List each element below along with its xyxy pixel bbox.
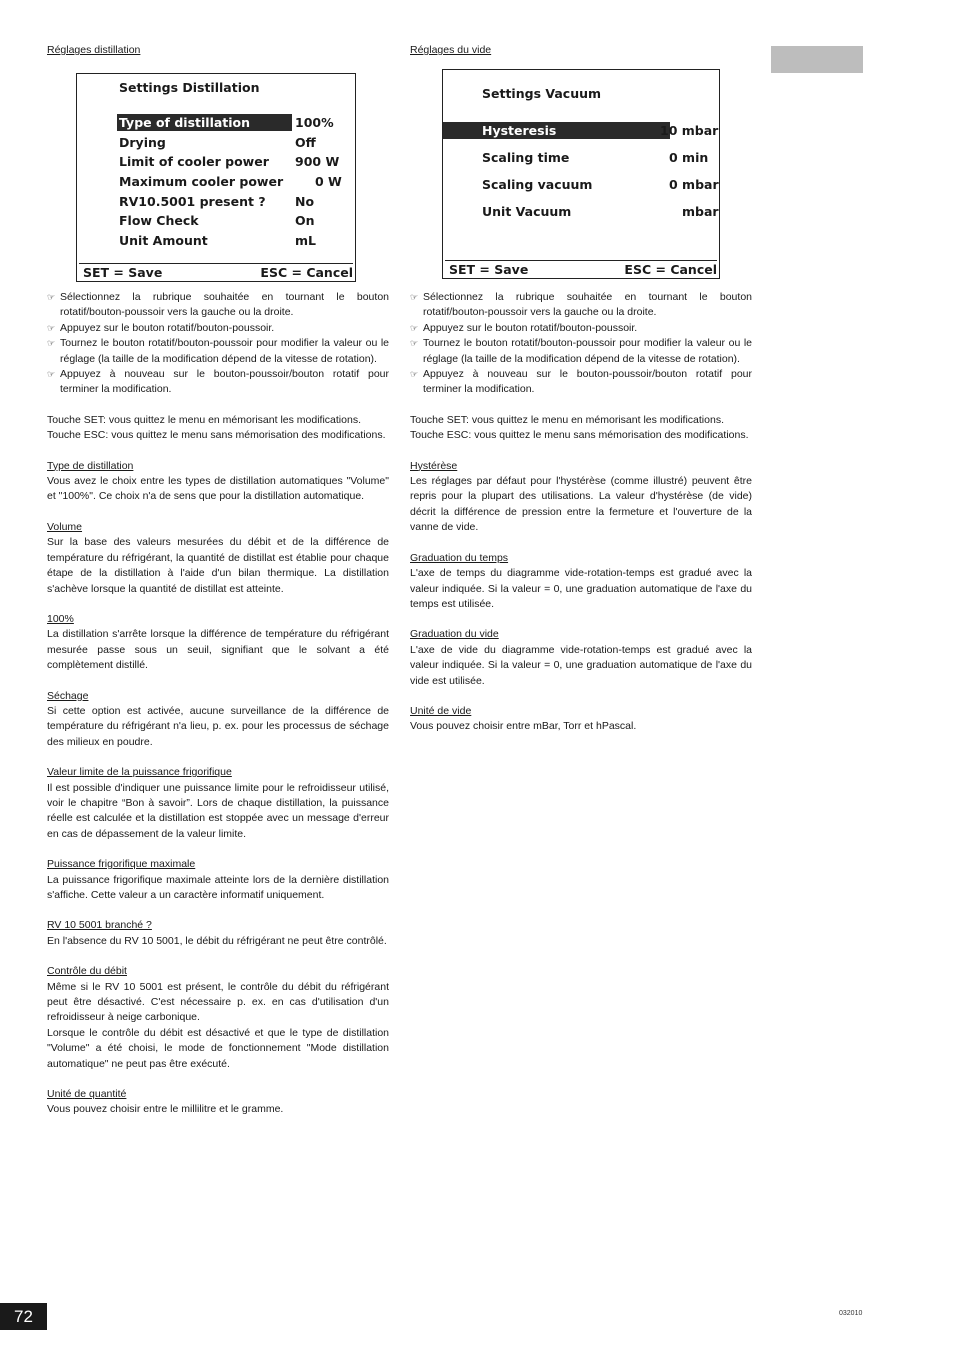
instruction-item [47, 367, 389, 398]
section-tab-marker [771, 46, 863, 73]
hand-pointer-icon: ☞ [47, 322, 56, 333]
screen-row-value: 0 mbar [669, 177, 719, 192]
screen-row-label: Scaling vacuum [482, 177, 593, 192]
definition-heading: 100% [47, 612, 74, 625]
screen-row-value: 10 mbar [660, 123, 719, 138]
definition-vacuum-scaling [410, 627, 752, 689]
instruction-text: Appuyez à nouveau sur le bouton-poussoir/bouton rotatif pour terminer la modification. [60, 368, 389, 396]
definition-text: Vous pouvez choisir entre mBar, Torr et hPascal. [410, 720, 637, 733]
screen-row-value: mL [295, 233, 316, 248]
screen-footer [79, 263, 353, 281]
definition-time-scaling [410, 551, 752, 613]
screen-row-rv-present [119, 193, 349, 210]
distillation-settings-screen [76, 73, 356, 282]
definition-text: Sur la base des valeurs mesurées du débit et de la différence de température du réfrigérant, la quantité de distillat est établie pour chaque étape de la distillation à l'aide d'un bilan thermique. La distillation s'achève lorsque la quantité de distillat est atteinte. [47, 536, 389, 595]
definition-heading: Graduation du temps [410, 551, 509, 564]
definition-hysteresis [410, 459, 752, 536]
screen-row-label: Hysteresis [443, 122, 670, 139]
screen-row-label: Drying [119, 135, 166, 150]
definition-type-distillation [47, 459, 389, 505]
set-save-hint: SET = Save [83, 265, 163, 280]
screen-row-label: Scaling time [482, 150, 570, 165]
vacuum-settings-screen [442, 69, 720, 279]
definition-text: L'axe de vide du diagramme vide-rotation-temps est gradué avec la valeur indiquée. Si la valeur = 0, une graduation automatique de l'axe du vide est utilisée. [410, 643, 752, 687]
page-number: 72 [0, 1303, 47, 1330]
definition-sechage [47, 689, 389, 751]
screen-row-drying [119, 134, 349, 151]
screen-row-value: Off [295, 135, 316, 150]
definition-text: Si cette option est activée, aucune surveillance de la différence de température du réfrigérant n'a lieu, p. ex. pour les processus de séchage des milieux en poudre. [47, 704, 389, 748]
screen-row-unit-vacuum [482, 203, 719, 220]
definition-heading: Séchage [47, 689, 89, 702]
screen-row-type-of-distillation [119, 114, 349, 131]
definition-heading: Volume [47, 520, 83, 533]
key-esc-text: Touche ESC: vous quittez le menu sans mémorisation des modifications. [410, 429, 749, 442]
definition-heading: Puissance frigorifique maximale [47, 858, 196, 871]
key-set-text: Touche SET: vous quittez le menu en mémorisant les modifications. [410, 413, 724, 426]
instruction-text: Appuyez sur le bouton rotatif/bouton-poussoir. [423, 321, 638, 334]
definition-limit-power [47, 765, 389, 842]
screen-row-label: Unit Vacuum [482, 204, 572, 219]
definition-heading: Unité de vide [410, 704, 472, 717]
screen-title: Settings Distillation [119, 80, 260, 95]
right-body-text [410, 290, 752, 750]
screen-row-scaling-time [482, 149, 713, 166]
screen-row-flow-check [119, 212, 349, 229]
definition-rv-connected [47, 918, 389, 949]
esc-cancel-hint: ESC = Cancel [260, 265, 353, 280]
instruction-item [410, 321, 752, 336]
definition-heading: Type de distillation [47, 459, 134, 472]
definition-volume [47, 520, 389, 597]
instruction-item [47, 290, 389, 321]
screen-row-label: Limit of cooler power [119, 154, 269, 169]
definition-text: En l'absence du RV 10 5001, le débit du réfrigérant ne peut être contrôlé. [47, 934, 387, 947]
hand-pointer-icon: ☞ [410, 338, 419, 349]
screen-row-scaling-vacuum [482, 176, 719, 193]
set-save-hint: SET = Save [449, 262, 529, 277]
definition-max-power [47, 857, 389, 903]
instruction-text: Appuyez sur le bouton rotatif/bouton-poussoir. [60, 321, 275, 334]
definition-flow-control [47, 964, 389, 1072]
screen-row-label: Unit Amount [119, 233, 208, 248]
definition-heading: Valeur limite de la puissance frigorifique [47, 766, 232, 779]
key-esc-text: Touche ESC: vous quittez le menu sans mémorisation des modifications. [47, 429, 386, 442]
definition-text: La distillation s'arrête lorsque la différence de température du réfrigérant mesurée passe sous un seuil, signifiant que le solvant a été complètement distillé. [47, 628, 389, 672]
definition-text: Il est possible d'indiquer une puissance limite pour le refroidisseur utilisé, voir le chapitre “Bon à savoir”. Lors de chaque distillation, la puissance réelle est calculée et la distillation est stoppée avec un message d'erreur en cas de dépassement de la valeur limite. [47, 781, 389, 840]
definition-text: Vous pouvez choisir entre le millilitre et le gramme. [47, 1103, 284, 1116]
definition-heading: RV 10 5001 branché ? [47, 919, 152, 932]
definition-text-2: Lorsque le contrôle du débit est désactivé et que le type de distillation "Volume" a été choisi, le mode de fonctionnement "Mode distillation automatique" ne peut pas être exécuté. [47, 1026, 389, 1070]
screen-row-value: mbar [682, 204, 719, 219]
screen-row-label: RV10.5001 present ? [119, 194, 266, 209]
definition-heading: Graduation du vide [410, 628, 499, 641]
definition-text: L'axe de temps du diagramme vide-rotation-temps est gradué avec la valeur indiquée. Si la valeur = 0, une graduation automatique de l'axe du temps est utilisée. [410, 567, 752, 610]
screen-footer [445, 260, 717, 278]
instruction-item [47, 321, 389, 336]
definition-unit-quantity [47, 1087, 389, 1118]
definition-text: Vous avez le choix entre les types de distillation automatiques "Volume" et "100%". Ce choix n'a de sens que pour la distillation automatique. [47, 475, 389, 503]
document-code: 032010 [839, 1310, 863, 1317]
definition-text: Les réglages par défaut pour l'hystérèse (comme illustré) peuvent être repris pour la plupart des utilisations. La valeur d'hystérèse (de vide) décrit la différence de pression entre la fermeture et l'ouverture de la vanne de vide. [410, 475, 752, 534]
screen-row-value: 100% [295, 115, 334, 130]
instruction-text: Sélectionnez la rubrique souhaitée en tournant le bouton rotatif/bouton-poussoir vers la gauche ou la droite. [423, 291, 752, 319]
definition-text: Même si le RV 10 5001 est présent, le contrôle du débit du réfrigérant peut être désactivé. C'est nécessaire p. ex. en cas d'utilisation d'un refroidisseur à neige carbonique. [47, 980, 389, 1024]
screen-title: Settings Vacuum [482, 86, 602, 101]
hand-pointer-icon: ☞ [410, 292, 419, 302]
left-body-text [47, 290, 389, 1133]
section-label-vacuum: Réglages du vide [410, 44, 492, 56]
screen-row-value: 0 W [315, 174, 342, 189]
screen-row-value: On [295, 213, 315, 228]
screen-row-label: Maximum cooler power [119, 174, 284, 189]
definition-heading: Contrôle du débit [47, 965, 127, 978]
instruction-text: Tournez le bouton rotatif/bouton-poussoir pour modifier la valeur ou le réglage (la taille de la modification dépend de la vitesse de rotation). [60, 337, 389, 365]
hand-pointer-icon: ☞ [47, 292, 56, 302]
definition-heading: Hystérèse [410, 459, 458, 472]
screen-row-value: 0 min [669, 150, 709, 165]
screen-row-value: No [295, 194, 315, 209]
hand-pointer-icon: ☞ [410, 322, 419, 333]
instruction-item [47, 336, 389, 367]
instruction-text: Sélectionnez la rubrique souhaitée en tournant le bouton rotatif/bouton-poussoir vers la gauche ou la droite. [60, 291, 389, 319]
instruction-item [410, 336, 752, 367]
key-set-text: Touche SET: vous quittez le menu en mémorisant les modifications. [47, 413, 361, 426]
hand-pointer-icon: ☞ [47, 369, 56, 380]
instruction-item [410, 290, 752, 321]
hand-pointer-icon: ☞ [410, 369, 419, 380]
esc-cancel-hint: ESC = Cancel [624, 262, 717, 277]
screen-row-hysteresis [445, 122, 719, 139]
instruction-text: Tournez le bouton rotatif/bouton-poussoir pour modifier la valeur ou le réglage (la taille de la modification dépend de la vitesse de rotation). [423, 337, 752, 365]
definition-text: La puissance frigorifique maximale atteinte lors de la dernière distillation s'affiche. Cette valeur a un caractère informatif uniquement. [47, 873, 389, 901]
screen-row-maximum-cooler-power [119, 173, 349, 190]
screen-row-label: Flow Check [119, 213, 199, 228]
screen-row-label: Type of distillation [117, 114, 292, 131]
instruction-item [410, 367, 752, 398]
definition-100-percent [47, 612, 389, 674]
screen-row-unit-amount [119, 232, 349, 249]
section-label-distillation: Réglages distillation [47, 44, 141, 56]
definition-heading: Unité de quantité [47, 1088, 127, 1101]
screen-row-limit-cooler-power [119, 153, 349, 170]
instruction-text: Appuyez à nouveau sur le bouton-poussoir/bouton rotatif pour terminer la modification. [423, 368, 752, 396]
screen-row-value: 900 W [295, 154, 340, 169]
hand-pointer-icon: ☞ [47, 338, 56, 349]
definition-vacuum-unit [410, 704, 752, 735]
